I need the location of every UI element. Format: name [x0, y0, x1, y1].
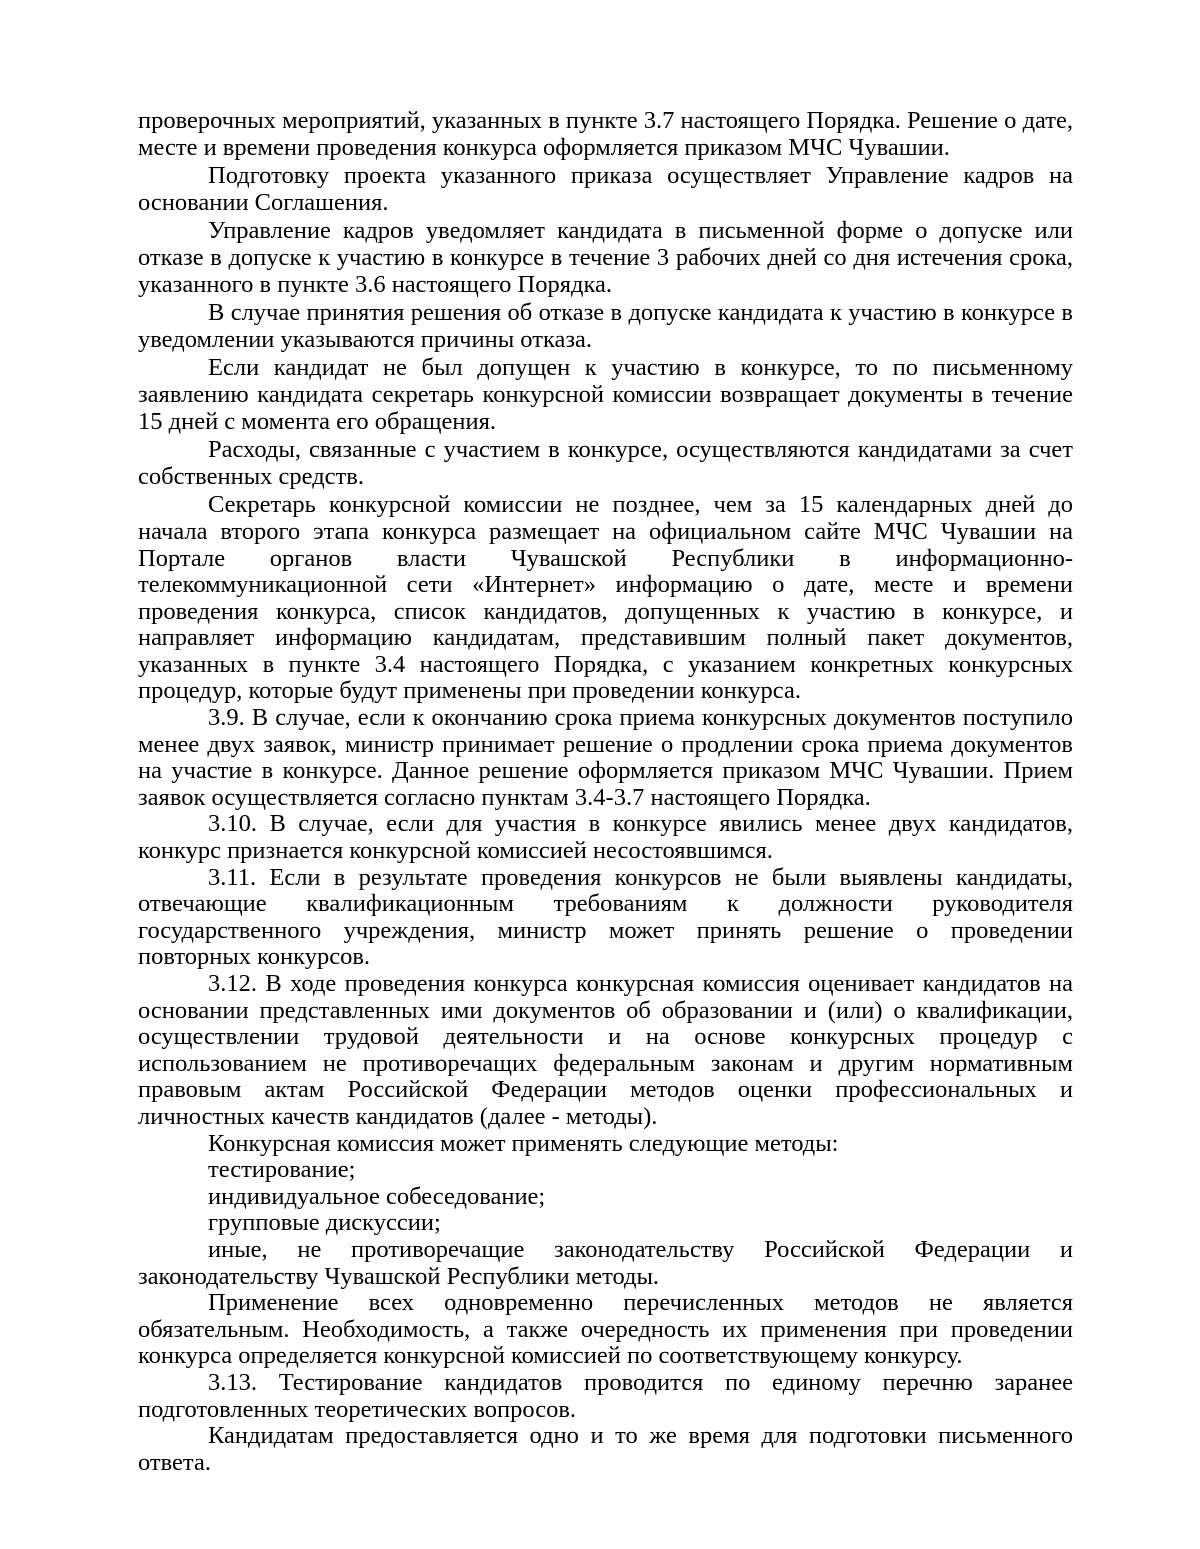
list-item-group-discussion: групповые дискуссии; — [208, 1209, 441, 1237]
paragraph-written-answer-time: Кандидатам предоставляется одно и то же время для подготовки письменного ответа. — [138, 1422, 1073, 1476]
paragraph-3-12: 3.12. В ходе проведения конкурса конкурсная комиссия оценивает кандидатов на основании представленных ими документов об образовании и (или) о квалификации, осуществлении трудовой деятельности и на основе конкурсных процедур с использованием не противоречащих федеральным законам и другим нормативным правовым актам Российской Федерации методов оценки профессиональных и личностных качеств кандидатов (далее - методы). — [138, 970, 1073, 1130]
paragraph-secretary-publication: Секретарь конкурсной комиссии не позднее, чем за 15 календарных дней до начала второго этапа конкурса размещает на официальном сайте МЧС Чувашии на Портале органов власти Чувашской Республики в информационно-телекоммуникационной сети «Интернет» информацию о дате, месте и времени проведения конкурса, список кандидатов, допущенных к участию в конкурсе, и направляет информацию кандидатам, представившим полный пакет документов, указанных в пункте 3.4 настоящего Порядка, с указанием конкретных конкурсных процедур, которые будут применены при проведении конкурса. — [138, 491, 1073, 705]
paragraph-document-return: Если кандидат не был допущен к участию в конкурсе, то по письменному заявлению кандидата секретарь конкурсной комиссии возвращает документы в течение 15 дней с момента его обращения. — [138, 354, 1073, 435]
list-item-testing: тестирование; — [208, 1156, 356, 1184]
paragraph-3-10: 3.10. В случае, если для участия в конкурсе явились менее двух кандидатов, конкурс признается конкурсной комиссией несостоявшимся. — [138, 810, 1073, 865]
paragraph-continuation: проверочных мероприятий, указанных в пункте 3.7 настоящего Порядка. Решение о дате, месте и времени проведения конкурса оформляется приказом МЧС Чувашии. — [138, 107, 1073, 161]
paragraph-order-preparation: Подготовку проекта указанного приказа осуществляет Управление кадров на основании Соглашения. — [138, 162, 1073, 216]
document-page — [138, 108, 1073, 1476]
paragraph-methods-application: Применение всех одновременно перечисленных методов не является обязательным. Необходимость, а также очередность их применения при проведении конкурса определяется конкурсной комиссией по соответствующему конкурсу. — [138, 1289, 1073, 1370]
paragraph-3-13: 3.13. Тестирование кандидатов проводится по единому перечню заранее подготовленных теоретических вопросов. — [138, 1368, 1073, 1423]
paragraph-3-11: 3.11. Если в результате проведения конкурсов не были выявлены кандидаты, отвечающие квалификационным требованиям к должности руководителя государственного учреждения, министр может принять решение о проведении повторных конкурсов. — [138, 863, 1073, 971]
list-item-other-methods: иные, не противоречащие законодательству Российской Федерации и законодательству Чувашской Республики методы. — [138, 1235, 1073, 1290]
paragraph-notification: Управление кадров уведомляет кандидата в письменной форме о допуске или отказе в допуске к участию в конкурсе в течение 3 рабочих дней со дня истечения срока, указанного в пункте 3.6 настоящего Порядка. — [138, 217, 1073, 298]
paragraph-methods-intro: Конкурсная комиссия может применять следующие методы: — [208, 1129, 839, 1157]
paragraph-3-9: 3.9. В случае, если к окончанию срока приема конкурсных документов поступило менее двух заявок, министр принимает решение о продлении срока приема документов на участие в конкурсе. Данное решение оформляется приказом МЧС Чувашии. Прием заявок осуществляется согласно пунктам 3.4-3.7 настоящего Порядка. — [138, 704, 1073, 811]
paragraph-refusal-reasons: В случае принятия решения об отказе в допуске кандидата к участию в конкурсе в уведомлении указываются причины отказа. — [138, 299, 1073, 353]
list-item-interview: индивидуальное собеседование; — [208, 1182, 546, 1210]
paragraph-expenses: Расходы, связанные с участием в конкурсе, осуществляются кандидатами за счет собственных средств. — [138, 436, 1073, 490]
